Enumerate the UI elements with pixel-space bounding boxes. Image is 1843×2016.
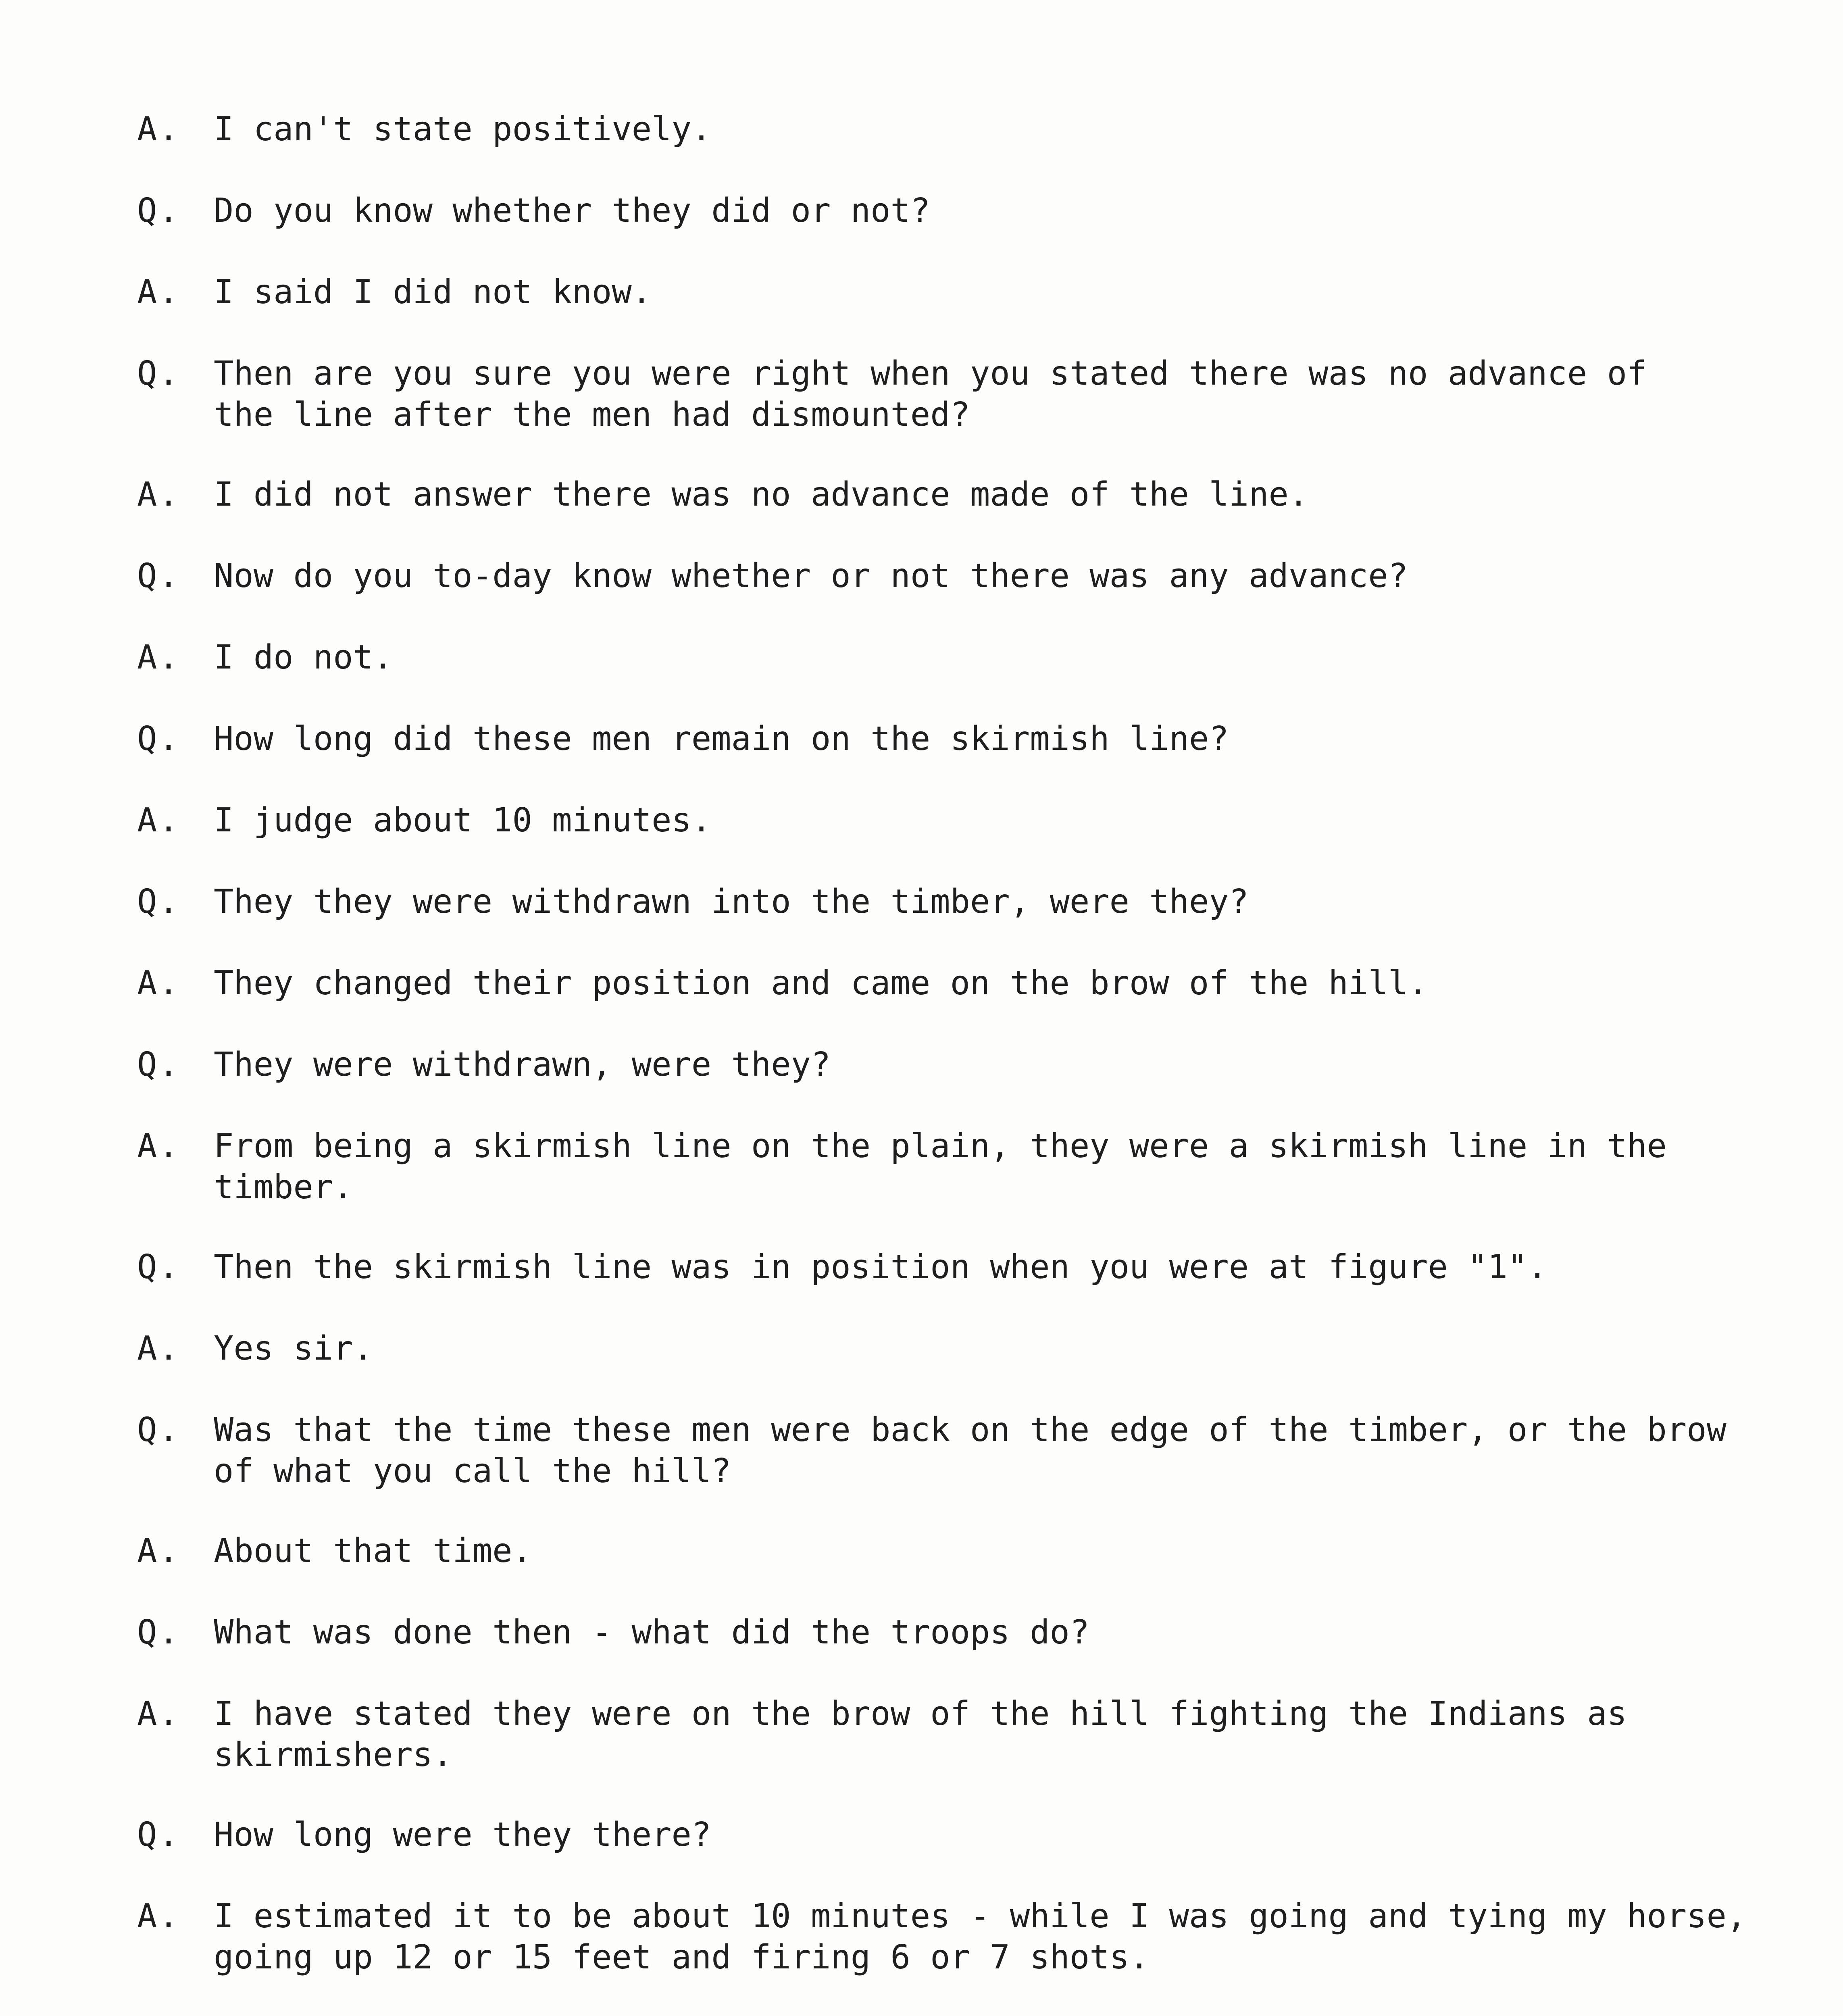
entry-text: Was that the time these men were back on the edge of the timber, or the brow of what you call the hill?	[214, 1411, 1726, 1490]
answer-entry	[137, 1328, 1782, 1369]
speaker-label: Q.	[137, 354, 180, 393]
entry-text: Now do you to-day know whether or not there was any advance?	[214, 557, 1408, 595]
entry-text: Then the skirmish line was in position when you were at figure "1".	[214, 1248, 1547, 1286]
entry-text: About that time.	[214, 1532, 532, 1570]
speaker-label: A.	[137, 801, 180, 839]
speaker-label: A.	[137, 273, 180, 311]
speaker-label: Q.	[137, 1045, 180, 1084]
entry-text: I can't state positively.	[214, 110, 712, 148]
speaker-label: Q.	[137, 1613, 180, 1652]
entry-text: Yes sir.	[214, 1329, 373, 1368]
speaker-label: Q.	[137, 1248, 180, 1286]
entry-text: I have stated they were on the brow of the hill fighting the Indians as skirmishers.	[214, 1695, 1627, 1774]
answer-entry	[137, 637, 1782, 678]
answer-entry	[137, 963, 1782, 1004]
entry-text: They they were withdrawn into the timber, were they?	[214, 883, 1249, 921]
speaker-label: A.	[137, 110, 180, 148]
speaker-label: Q.	[137, 720, 180, 758]
speaker-label: Q.	[137, 192, 180, 230]
transcript	[137, 109, 1782, 2016]
entry-text: How long were they there?	[214, 1816, 712, 1854]
entry-text: I estimated it to be about 10 minutes - while I was going and tying my horse, going up 12 or 15 feet and firing 6 or 7 shots.	[214, 1897, 1747, 1976]
question-entry	[137, 881, 1782, 923]
speaker-label: A.	[137, 475, 180, 514]
question-entry	[137, 1612, 1782, 1653]
speaker-label: Q.	[137, 557, 180, 595]
answer-entry	[137, 800, 1782, 841]
question-entry	[137, 1410, 1782, 1492]
entry-text: From being a skirmish line on the plain, they were a skirmish line in the timber.	[214, 1127, 1667, 1206]
entry-text: They were withdrawn, were they?	[214, 1045, 831, 1084]
speaker-label: A.	[137, 1897, 180, 1935]
question-entry	[137, 190, 1782, 231]
answer-entry	[137, 1693, 1782, 1776]
speaker-label: A.	[137, 1695, 180, 1733]
speaker-label: A.	[137, 1532, 180, 1570]
entry-text: I said I did not know.	[214, 273, 652, 311]
answer-entry	[137, 109, 1782, 150]
speaker-label: A.	[137, 1329, 180, 1368]
speaker-label: A.	[137, 638, 180, 677]
question-entry	[137, 719, 1782, 760]
speaker-label: Q.	[137, 1411, 180, 1449]
entry-text: How long did these men remain on the skirmish line?	[214, 720, 1229, 758]
entry-text: Then are you sure you were right when you stated there was no advance of the line after the men had dismounted?	[214, 354, 1647, 434]
entry-text: Do you know whether they did or not?	[214, 192, 931, 230]
entry-text: I did not answer there was no advance made of the line.	[214, 475, 1309, 514]
speaker-label: A.	[137, 964, 180, 1002]
question-entry	[137, 1814, 1782, 1856]
speaker-label: A.	[137, 1127, 180, 1165]
entry-text: What was done then - what did the troops do?	[214, 1613, 1090, 1652]
question-entry	[137, 1247, 1782, 1288]
answer-entry	[137, 474, 1782, 515]
answer-entry	[137, 272, 1782, 313]
question-entry	[137, 1044, 1782, 1085]
question-entry	[137, 556, 1782, 597]
speaker-label: Q.	[137, 1816, 180, 1854]
entry-text: I judge about 10 minutes.	[214, 801, 712, 839]
answer-entry	[137, 1531, 1782, 1572]
answer-entry	[137, 1896, 1782, 1978]
entry-text: I do not.	[214, 638, 393, 677]
answer-entry	[137, 1126, 1782, 1208]
entry-text: They changed their position and came on the brow of the hill.	[214, 964, 1428, 1002]
question-entry	[137, 353, 1782, 435]
speaker-label: Q.	[137, 883, 180, 921]
